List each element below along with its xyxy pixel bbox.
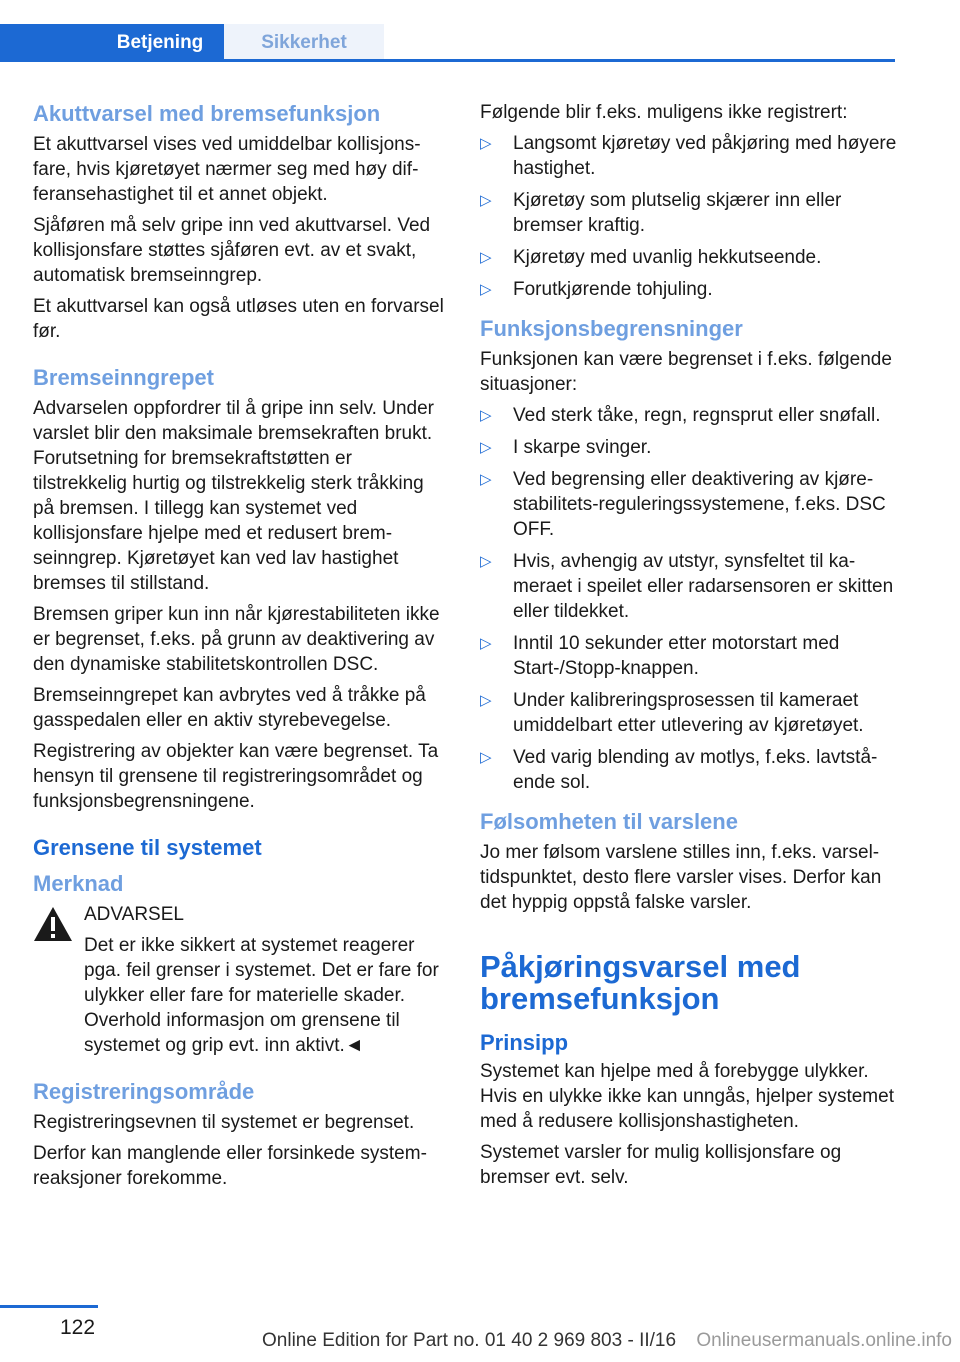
list-limitations [480,403,900,795]
left-column [33,100,448,1197]
bullet-icon: ▷ [480,692,492,709]
warning-title: ADVARSEL [84,904,184,925]
list-item: ▷ Hvis, avhengig av utstyr, synsfeltet til kameraet i speilet eller radarsensoren er skitten eller tildekket. [480,551,894,622]
heading-registreringsomrade: Registreringsområde [33,1079,255,1104]
list-item: ▷ Forutkjørende tohjuling. [480,279,713,300]
paragraph: Advarselen oppfordrer til å gripe inn selv. Under varslet blir den maksimale bremsekraften brukt. Forutsetning for bremsekraftstøtten er tilstrekkelig hurtig og tilstrekkelig sterk tråkking på bremsen. I tillegg kan systemet ved kollisjonsfare hjelpe med et redusert bremseinngrep. Kjøretøyet kan ved lav hastighet bremses til stillstand. [33,398,434,594]
bullet-icon: ▷ [480,635,492,652]
tab-betjening-label: Betjening [116,32,204,53]
tab-sikkerhet[interactable] [224,24,384,62]
footer-edition: Online Edition for Part no. 01 40 2 969 803 - II/16 [262,1330,677,1351]
paragraph: Registrering av objekter kan være begrenset. Ta hensyn til grensene til registreringsområdet og funksjonsbegrensningene. [33,741,439,812]
paragraph: Et akuttvarsel kan også utløses uten en forvarsel før. [33,296,444,342]
heading-funksjonsbegrensninger: Funksjonsbegrensninger [480,316,743,341]
list-item: ▷ Inntil 10 sekunder etter motorstart med Start-/Stopp-knappen. [480,633,840,679]
list-item: ▷ Kjøretøy som plutselig skjærer inn eller bremser kraftig. [480,190,842,236]
paragraph: Systemet kan hjelpe med å forebygge ulykker. Hvis en ulykke ikke kan unngås, hjelper systemet med å redusere kollisjonshastigheten. [480,1061,894,1132]
bullet-icon: ▷ [480,553,492,570]
heading-pakjoringsvarsel: Påkjøringsvarsel med bremsefunksjon [480,949,801,1016]
bullet-icon: ▷ [480,281,492,298]
heading-merknad: Merknad [33,871,124,896]
list-item: ▷ Ved sterk tåke, regn, regnsprut eller snøfall. [480,405,881,426]
warning-text: Det er ikke sikkert at systemet reagerer pga. feil grenser i systemet. Det er fare for ulykker eller fare for materielle skader. Overhold informasjon om grensene til systemet og grip evt. inn aktivt.◄ [84,935,439,1056]
heading-bremseinngrepet: Bremseinngrepet [33,365,214,390]
heading-grensene: Grensene til systemet [33,835,262,860]
paragraph: Jo mer følsom varslene stilles inn, f.eks. varseltidspunktet, desto flere varsler vises. Derfor kan det hyppig oppstå falske varsler. [480,842,882,913]
paragraph: Systemet varsler for mulig kollisjonsfare og bremser evt. selv. [480,1142,842,1188]
page-number-rule [0,1305,98,1308]
warning-box [33,902,448,1058]
bullet-icon: ▷ [480,439,492,456]
warning-triangle-icon [33,906,73,942]
paragraph: Funksjonen kan være begrenset i f.eks. følgende situasjoner: [480,349,892,395]
tab-sikkerhet-label: Sikkerhet [261,32,347,53]
bullet-icon: ▷ [480,249,492,266]
list-not-registered [480,131,900,302]
bullet-icon: ▷ [480,135,492,152]
list-item: ▷ Ved varig blending av motlys, f.eks. lavtstående sol. [480,747,878,793]
paragraph: Følgende blir f.eks. muligens ikke registrert: [480,102,848,123]
heading-prinsipp: Prinsipp [480,1030,569,1055]
paragraph: Registreringsevnen til systemet er begrenset. [33,1112,415,1133]
bullet-icon: ▷ [480,192,492,209]
bullet-icon: ▷ [480,407,492,424]
tab-betjening[interactable] [0,24,224,62]
tab-underline [0,59,895,62]
list-item: ▷ I skarpe svinger. [480,437,652,458]
list-item: ▷ Ved begrensing eller deaktivering av kjørestabilitets-reguleringssystemene, f.eks. DSC OFF. [480,469,886,540]
list-item: ▷ Langsomt kjøretøy ved påkjøring med høyere hastighet. [480,133,897,179]
watermark: Onlineusermanuals.online.info [696,1330,952,1351]
right-column [480,100,900,1196]
bullet-icon: ▷ [480,471,492,488]
paragraph: Derfor kan manglende eller forsinkede systemreaksjoner forekomme. [33,1143,427,1189]
page-number: 122 [60,1316,96,1339]
paragraph: Bremseinngrepet kan avbrytes ved å tråkke på gasspedalen eller en aktiv styrebevegelse. [33,685,426,731]
heading-folsomheten: Følsomheten til varslene [480,809,738,834]
heading-akuttvarsel: Akuttvarsel med bremsefunksjon [33,101,381,126]
paragraph: Et akuttvarsel vises ved umiddelbar kollisjonsfare, hvis kjøretøyet nærmer seg med høy differansehastighet til et annet objekt. [33,134,421,205]
paragraph: Bremsen griper kun inn når kjørestabiliteten ikke er begrenset, f.eks. på grunn av deaktivering av den dynamiske stabilitetskontrollen DSC. [33,604,440,675]
section-tabs [0,24,895,62]
list-item: ▷ Under kalibreringsprosessen til kameraet umiddelbart etter utlevering av kjøretøyet. [480,690,864,736]
bullet-icon: ▷ [480,749,492,766]
list-item: ▷ Kjøretøy med uvanlig hekkutseende. [480,247,822,268]
paragraph: Sjåføren må selv gripe inn ved akuttvarsel. Ved kollisjonsfare støttes sjåføren evt. av et svakt, automatisk bremseinngrep. [33,215,431,286]
